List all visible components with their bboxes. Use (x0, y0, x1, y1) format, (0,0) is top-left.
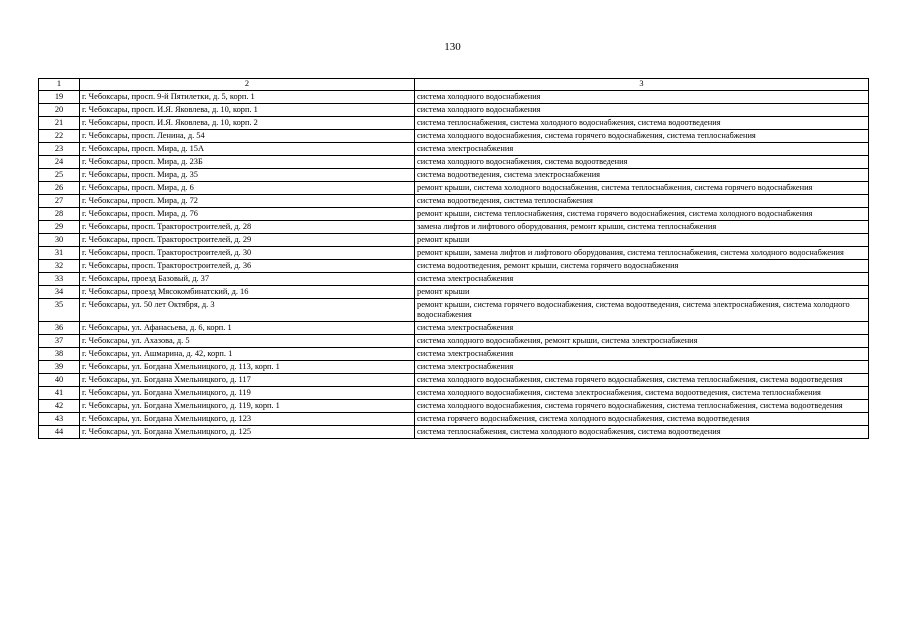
address-cell: г. Чебоксары, ул. Ашмарина, д. 42, корп. 1 (80, 348, 415, 361)
address-cell: г. Чебоксары, ул. Богдана Хмельницкого, д. 119 (80, 387, 415, 400)
row-number-cell: 21 (39, 117, 80, 130)
row-number-cell: 28 (39, 208, 80, 221)
table-row (39, 286, 869, 299)
works-cell: система водоотведения, система электроснабжения (415, 169, 869, 182)
works-cell: система холодного водоснабжения, ремонт крыши, система электроснабжения (415, 335, 869, 348)
address-cell: г. Чебоксары, просп. Мира, д. 23Б (80, 156, 415, 169)
table-header-row (39, 79, 869, 91)
works-cell: система электроснабжения (415, 361, 869, 374)
table-row (39, 322, 869, 335)
address-cell: г. Чебоксары, просп. Тракторостроителей, д. 30 (80, 247, 415, 260)
address-cell: г. Чебоксары, ул. Богдана Хмельницкого, д. 117 (80, 374, 415, 387)
address-cell: г. Чебоксары, ул. Богдана Хмельницкого, д. 125 (80, 426, 415, 439)
table-row (39, 195, 869, 208)
address-cell: г. Чебоксары, просп. Мира, д. 72 (80, 195, 415, 208)
row-number-cell: 29 (39, 221, 80, 234)
table-row (39, 221, 869, 234)
row-number-cell: 34 (39, 286, 80, 299)
address-cell: г. Чебоксары, проезд Базовый, д. 37 (80, 273, 415, 286)
works-cell: ремонт крыши, система горячего водоснабжения, система водоотведения, система электроснабжения, система холодного водоснабжения (415, 299, 869, 322)
table-row (39, 413, 869, 426)
works-cell: система водоотведения, система теплоснабжения (415, 195, 869, 208)
row-number-cell: 38 (39, 348, 80, 361)
table-row (39, 234, 869, 247)
table-row (39, 169, 869, 182)
row-number-cell: 40 (39, 374, 80, 387)
works-cell: система холодного водоснабжения (415, 91, 869, 104)
address-cell: г. Чебоксары, ул. Богдана Хмельницкого, д. 113, корп. 1 (80, 361, 415, 374)
works-cell: система водоотведения, ремонт крыши, система горячего водоснабжения (415, 260, 869, 273)
address-cell: г. Чебоксары, проезд Мясокомбинатский, д. 16 (80, 286, 415, 299)
table-row (39, 91, 869, 104)
address-cell: г. Чебоксары, ул. 50 лет Октября, д. 3 (80, 299, 415, 322)
works-cell: ремонт крыши, система теплоснабжения, система горячего водоснабжения, система холодного водоснабжения (415, 208, 869, 221)
works-cell: замена лифтов и лифтового оборудования, ремонт крыши, система теплоснабжения (415, 221, 869, 234)
row-number-cell: 36 (39, 322, 80, 335)
row-number-cell: 30 (39, 234, 80, 247)
works-cell: система холодного водоснабжения, система горячего водоснабжения, система теплоснабжения, система водоотведения (415, 400, 869, 413)
row-number-cell: 19 (39, 91, 80, 104)
table-row (39, 299, 869, 322)
address-cell: г. Чебоксары, просп. Мира, д. 15А (80, 143, 415, 156)
address-cell: г. Чебоксары, просп. Тракторостроителей, д. 36 (80, 260, 415, 273)
table-row (39, 273, 869, 286)
row-number-cell: 37 (39, 335, 80, 348)
works-cell: ремонт крыши (415, 286, 869, 299)
table-row (39, 387, 869, 400)
table-row (39, 143, 869, 156)
table-row (39, 260, 869, 273)
address-cell: г. Чебоксары, просп. Мира, д. 35 (80, 169, 415, 182)
row-number-cell: 39 (39, 361, 80, 374)
table-row (39, 348, 869, 361)
table-row (39, 374, 869, 387)
table-row (39, 156, 869, 169)
column-header-address: 2 (80, 79, 415, 91)
works-cell: система холодного водоснабжения, система горячего водоснабжения, система теплоснабжения, система водоотведения (415, 374, 869, 387)
table-row (39, 182, 869, 195)
row-number-cell: 20 (39, 104, 80, 117)
table-row (39, 426, 869, 439)
row-number-cell: 43 (39, 413, 80, 426)
works-cell: система теплоснабжения, система холодного водоснабжения, система водоотведения (415, 426, 869, 439)
works-cell: ремонт крыши, замена лифтов и лифтового оборудования, система теплоснабжения, система холодного водоснабжения (415, 247, 869, 260)
address-cell: г. Чебоксары, просп. И.Я. Яковлева, д. 10, корп. 2 (80, 117, 415, 130)
address-cell: г. Чебоксары, ул. Богдана Хмельницкого, д. 119, корп. 1 (80, 400, 415, 413)
address-cell: г. Чебоксары, ул. Богдана Хмельницкого, д. 123 (80, 413, 415, 426)
row-number-cell: 41 (39, 387, 80, 400)
address-cell: г. Чебоксары, просп. Ленина, д. 54 (80, 130, 415, 143)
table-row (39, 361, 869, 374)
works-cell: система теплоснабжения, система холодного водоснабжения, система водоотведения (415, 117, 869, 130)
table-row (39, 130, 869, 143)
address-cell: г. Чебоксары, просп. Мира, д. 6 (80, 182, 415, 195)
row-number-cell: 44 (39, 426, 80, 439)
works-cell: система электроснабжения (415, 143, 869, 156)
table-body (39, 79, 869, 439)
address-cell: г. Чебоксары, просп. Тракторостроителей, д. 28 (80, 221, 415, 234)
address-cell: г. Чебоксары, ул. Ахазова, д. 5 (80, 335, 415, 348)
column-header-number: 1 (39, 79, 80, 91)
row-number-cell: 27 (39, 195, 80, 208)
row-number-cell: 26 (39, 182, 80, 195)
works-cell: система холодного водоснабжения, система горячего водоснабжения, система теплоснабжения (415, 130, 869, 143)
table-row (39, 247, 869, 260)
works-cell: система горячего водоснабжения, система холодного водоснабжения, система водоотведения (415, 413, 869, 426)
works-cell: система холодного водоснабжения, система электроснабжения, система водоотведения, система теплоснабжения (415, 387, 869, 400)
works-cell: система электроснабжения (415, 322, 869, 335)
works-cell: система электроснабжения (415, 273, 869, 286)
row-number-cell: 32 (39, 260, 80, 273)
address-cell: г. Чебоксары, ул. Афанасьева, д. 6, корп. 1 (80, 322, 415, 335)
table-row (39, 104, 869, 117)
address-cell: г. Чебоксары, просп. Тракторостроителей, д. 29 (80, 234, 415, 247)
works-cell: ремонт крыши, система холодного водоснабжения, система теплоснабжения, система горячего водоснабжения (415, 182, 869, 195)
page-number: 130 (444, 41, 461, 53)
works-cell: система холодного водоснабжения (415, 104, 869, 117)
row-number-cell: 42 (39, 400, 80, 413)
works-cell: система электроснабжения (415, 348, 869, 361)
works-cell: ремонт крыши (415, 234, 869, 247)
address-cell: г. Чебоксары, просп. И.Я. Яковлева, д. 10, корп. 1 (80, 104, 415, 117)
works-table (38, 78, 869, 439)
column-header-works: 3 (415, 79, 869, 91)
address-cell: г. Чебоксары, просп. Мира, д. 76 (80, 208, 415, 221)
works-cell: система холодного водоснабжения, система водоотведения (415, 156, 869, 169)
row-number-cell: 23 (39, 143, 80, 156)
row-number-cell: 33 (39, 273, 80, 286)
row-number-cell: 24 (39, 156, 80, 169)
table-row (39, 208, 869, 221)
row-number-cell: 25 (39, 169, 80, 182)
table-row (39, 117, 869, 130)
row-number-cell: 22 (39, 130, 80, 143)
address-cell: г. Чебоксары, просп. 9-й Пятилетки, д. 5, корп. 1 (80, 91, 415, 104)
table-row (39, 400, 869, 413)
table-row (39, 335, 869, 348)
row-number-cell: 35 (39, 299, 80, 322)
row-number-cell: 31 (39, 247, 80, 260)
